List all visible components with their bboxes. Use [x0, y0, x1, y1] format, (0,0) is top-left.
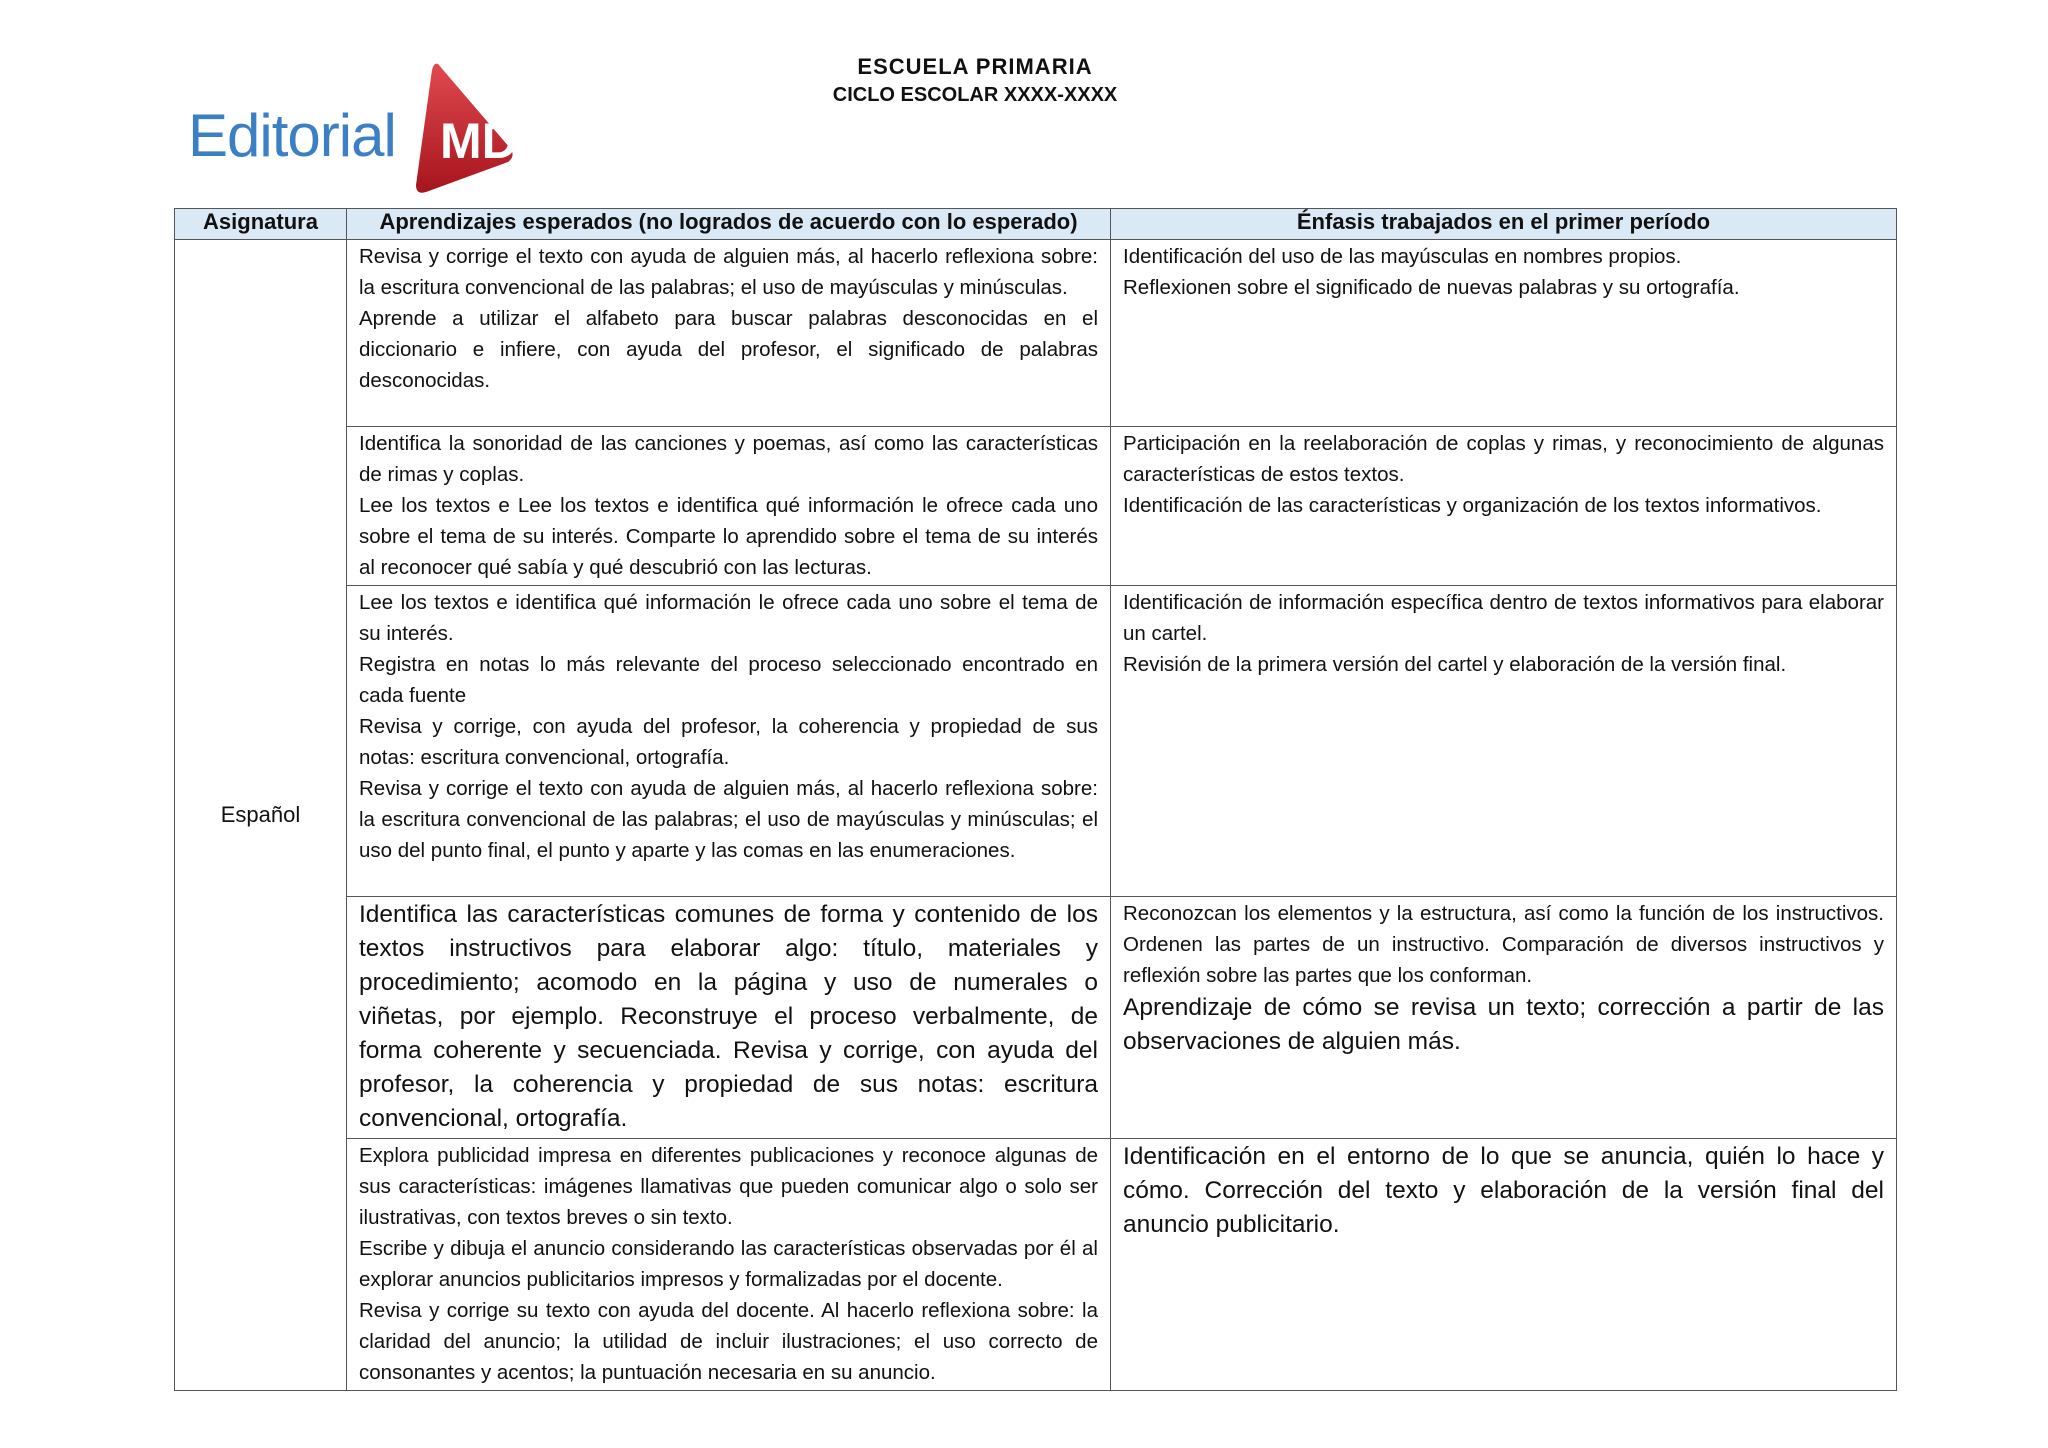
- logo-text: Editorial: [188, 102, 396, 169]
- learning-cell: [347, 427, 1111, 586]
- column-header-subject: Asignatura: [175, 209, 347, 240]
- emphasis-cell: [1111, 1139, 1897, 1391]
- emphasis-text: Identificación en el entorno de lo que se anuncia, quién lo hace y cómo. Corrección del texto y elaboración de la versión final del anuncio publicitario.: [1123, 1143, 1884, 1238]
- learning-text: Identifica la sonoridad de las canciones y poemas, así como las características de rimas y coplas. Lee los textos e Lee los textos e identifica qué información le ofrece cada uno sobre el tema de su interés. Comparte lo aprendido sobre el tema de su interés al reconocer qué sabía y qué descubrió con las lecturas.: [359, 432, 1098, 579]
- learning-text: Explora publicidad impresa en diferentes publicaciones y reconoce algunas de sus características: imágenes llamativas que pueden comunicar algo o solo ser ilustrativas, con textos breves o sin texto. Escribe y dibuja el anuncio considerando las características observadas por él al explorar anuncios publicitarios impresos y formalizadas por el docente. Revisa y corrige su texto con ayuda del docente. Al hacerlo reflexiona sobre: la claridad del anuncio; la utilidad de incluir ilustraciones; el uso correcto de consonantes y acentos; la puntuación necesaria en su anuncio.: [359, 1144, 1098, 1384]
- table-row: [175, 1139, 1897, 1391]
- table-row: [175, 427, 1897, 586]
- subject-cell: Español: [175, 240, 347, 1391]
- emphasis-text: Participación en la reelaboración de coplas y rimas, y reconocimiento de algunas características de estos textos. Identificación de las características y organización de los textos informativos.: [1123, 432, 1884, 517]
- learning-text: Lee los textos e identifica qué información le ofrece cada uno sobre el tema de su interés. Registra en notas lo más relevante del proceso seleccionado encontrado en cada fuente Revisa y corrige, con ayuda del profesor, la coherencia y propiedad de sus notas: escritura convencional, ortografía. Revisa y corrige el texto con ayuda de alguien más, al hacerlo reflexiona sobre: la escritura convencional de las palabras; el uso de mayúsculas y minúsculas; el uso del punto final, el punto y aparte y las comas en las enumeraciones.: [359, 591, 1098, 862]
- learning-text: Revisa y corrige el texto con ayuda de alguien más, al hacerlo reflexiona sobre: la escritura convencional de las palabras; el uso de mayúsculas y minúsculas. Aprende a utilizar el alfabeto para buscar palabras desconocidas en el diccionario e infiere, con ayuda del profesor, el significado de palabras desconocidas.: [359, 245, 1098, 392]
- learning-cell: [347, 586, 1111, 897]
- learning-cell: [347, 240, 1111, 427]
- table-row: [175, 240, 1897, 427]
- emphasis-extra-text: Aprendizaje de cómo se revisa un texto; corrección a partir de las observaciones de alguien más.: [1123, 994, 1884, 1055]
- emphasis-cell: [1111, 586, 1897, 897]
- learning-text: Identifica las características comunes de forma y contenido de los textos instructivos para elaborar algo: título, materiales y procedimiento; acomodo en la página y uso de numerales o viñetas, por ejemplo. Reconstruye el proceso verbalmente, de forma coherente y secuenciada. Revisa y corrige, con ayuda del profesor, la coherencia y propiedad de sus notas: escritura convencional, ortografía.: [359, 901, 1098, 1132]
- column-header-learning: Aprendizajes esperados (no logrados de acuerdo con lo esperado): [347, 209, 1111, 240]
- emphasis-cell: [1111, 427, 1897, 586]
- learning-cell: [347, 1139, 1111, 1391]
- emphasis-text: Identificación del uso de las mayúsculas en nombres propios. Reflexionen sobre el significado de nuevas palabras y su ortografía.: [1123, 245, 1740, 299]
- emphasis-text: Reconozcan los elementos y la estructura, así como la función de los instructivos. Ordenen las partes de un instructivo. Comparación de diversos instructivos y reflexión sobre las partes que los conforman.: [1123, 902, 1884, 987]
- table-row: [175, 897, 1897, 1139]
- table-header-row: [175, 209, 1897, 240]
- logo-mark: MD: [440, 113, 518, 169]
- emphasis-cell: [1111, 240, 1897, 427]
- learning-table: [174, 208, 1897, 1391]
- column-header-emphasis: Énfasis trabajados en el primer período: [1111, 209, 1897, 240]
- emphasis-text: Identificación de información específica dentro de textos informativos para elaborar un cartel. Revisión de la primera versión del cartel y elaboración de la versión final.: [1123, 591, 1884, 676]
- school-cycle: CICLO ESCOLAR XXXX-XXXX: [832, 84, 1118, 106]
- emphasis-cell: [1111, 897, 1897, 1139]
- learning-cell: [347, 897, 1111, 1139]
- document-header: [0, 54, 1950, 107]
- table-row: [175, 586, 1897, 897]
- school-title: ESCUELA PRIMARIA: [857, 54, 1093, 79]
